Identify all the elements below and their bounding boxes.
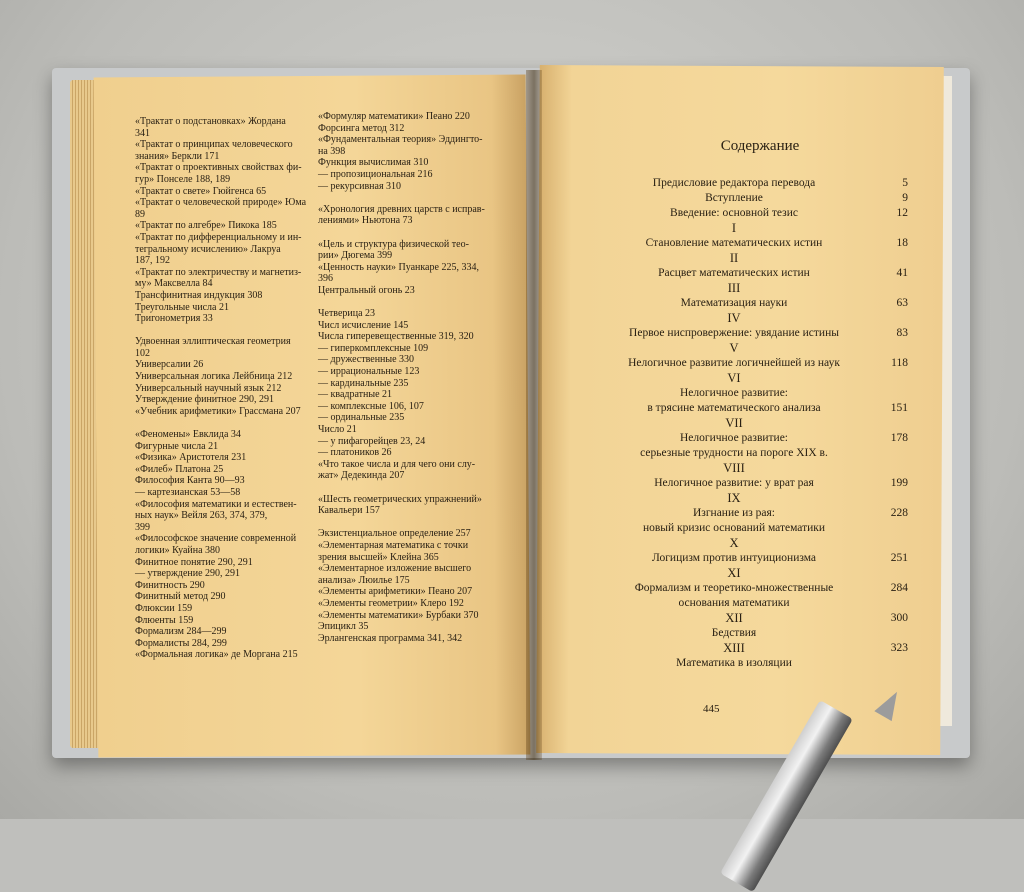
index-entry: Кавальери 157 bbox=[318, 505, 380, 517]
toc-entry bbox=[588, 657, 908, 670]
index-entry: Философия Канта 90—93 bbox=[135, 475, 245, 487]
index-gap bbox=[318, 297, 498, 309]
index-entry: «Феномены» Евклида 34 bbox=[135, 429, 241, 441]
toc-entry-text: основания математики bbox=[678, 597, 790, 609]
index-entry: Финитность 290 bbox=[135, 579, 205, 591]
toc-entry-text: новый кризис оснований математики bbox=[642, 522, 826, 534]
toc-entry-page: 63 bbox=[896, 297, 908, 309]
index-entry: Эпицикл 35 bbox=[318, 621, 369, 633]
toc-entry bbox=[588, 447, 908, 460]
toc-title: Содержание bbox=[720, 138, 800, 154]
index-entry: «Филеб» Платона 25 bbox=[135, 463, 224, 475]
index-entry: Универсальная логика Лейбница 212 bbox=[135, 371, 293, 383]
index-entry: «Элементарное изложение высшего bbox=[318, 563, 472, 575]
toc-entry-text: X bbox=[729, 536, 739, 550]
index-entry: Финитное понятие 290, 291 bbox=[135, 556, 253, 568]
index-gap bbox=[318, 517, 498, 529]
index-entry: «Трактат по дифференциальному и ин- bbox=[135, 231, 302, 243]
toc-chapter-numeral bbox=[588, 492, 908, 505]
toc-entry bbox=[588, 207, 908, 220]
toc-entry-page: 151 bbox=[890, 402, 908, 414]
toc-entry bbox=[588, 582, 908, 595]
toc-entry-text: IV bbox=[727, 311, 741, 325]
toc-entry bbox=[588, 297, 908, 310]
index-entry: логики» Куайна 380 bbox=[135, 544, 221, 556]
toc-entry bbox=[588, 387, 908, 400]
index-entry: лениями» Ньютона 73 bbox=[318, 215, 413, 227]
toc-entry-text: в трясине математического анализа bbox=[647, 402, 821, 414]
index-gap bbox=[135, 325, 315, 337]
index-gap bbox=[318, 482, 498, 494]
index-column-right bbox=[318, 111, 498, 644]
toc-entry-text: V bbox=[729, 341, 739, 355]
index-entry: ных наук» Вейля 263, 374, 379, bbox=[135, 510, 268, 522]
toc-entry bbox=[588, 267, 908, 280]
index-entry: Флюксии 159 bbox=[135, 602, 193, 614]
index-entry: «Хронология древних царств с исправ- bbox=[318, 203, 485, 215]
toc-chapter-numeral bbox=[588, 372, 908, 385]
toc-entry-text: Предисловие редактора перевода bbox=[652, 177, 816, 189]
index-entry: — гиперкомплексные 109 bbox=[318, 342, 429, 354]
index-entry: Флюенты 159 bbox=[135, 614, 194, 626]
toc-entry-page: 12 bbox=[896, 207, 908, 219]
index-entry: Эрлангенская программа 341, 342 bbox=[318, 632, 463, 644]
toc-entry-text: XII bbox=[725, 611, 743, 625]
toc-entry bbox=[588, 192, 908, 205]
index-entry: «Элементы геометрии» Клеро 192 bbox=[318, 597, 464, 609]
book-gutter bbox=[526, 70, 542, 760]
toc-chapter-numeral bbox=[588, 342, 908, 355]
index-entry: — дружественные 330 bbox=[318, 354, 415, 366]
toc-entry-text: II bbox=[729, 251, 739, 265]
toc-entry-text: Нелогичное развитие: bbox=[679, 387, 789, 399]
toc-entry-page: 18 bbox=[896, 237, 908, 249]
index-entry: Четверица 23 bbox=[318, 308, 376, 320]
index-entry: рии» Дюгема 399 bbox=[318, 250, 393, 262]
index-entry: Функция вычислимая 310 bbox=[318, 157, 429, 169]
toc-entry-text: Вступление bbox=[705, 192, 763, 204]
toc-entry bbox=[588, 327, 908, 340]
toc-chapter-numeral bbox=[588, 612, 908, 625]
index-entry: Трансфинитная индукция 308 bbox=[135, 289, 263, 301]
toc-entry-text: Формализм и теоретико-множественные bbox=[634, 582, 834, 594]
index-entry: Форсинга метод 312 bbox=[318, 122, 405, 134]
index-entry: Фигурные числа 21 bbox=[135, 440, 219, 452]
index-entry: 341 bbox=[135, 127, 150, 139]
index-entry: «Трактат о человеческой природе» Юма bbox=[135, 197, 307, 209]
toc-entry-page: 83 bbox=[896, 327, 908, 339]
index-entry: Удвоенная эллиптическая геометрия bbox=[135, 336, 291, 348]
toc-chapter-numeral bbox=[588, 312, 908, 325]
index-entry: «Физика» Аристотеля 231 bbox=[135, 452, 247, 464]
toc-entry bbox=[588, 552, 908, 565]
index-entry: — у пифагорейцев 23, 24 bbox=[318, 435, 426, 447]
index-entry: «Трактат о свете» Гюйгенса 65 bbox=[135, 185, 267, 197]
index-entry: «Цель и структура физической тео- bbox=[318, 238, 469, 250]
toc-entry bbox=[588, 477, 908, 490]
page-number: 445 bbox=[703, 703, 720, 715]
toc-entry-page: 284 bbox=[890, 582, 908, 594]
toc-entry-page: 199 bbox=[890, 477, 908, 489]
toc-entry-text: Математика в изоляции bbox=[676, 657, 792, 669]
toc-entry-page: 9 bbox=[902, 192, 908, 204]
toc-entry-page: 251 bbox=[890, 552, 908, 564]
table-of-contents bbox=[588, 138, 908, 672]
index-entry: 102 bbox=[135, 347, 150, 359]
toc-chapter-numeral bbox=[588, 642, 908, 655]
toc-entry-text: IX bbox=[727, 491, 741, 505]
toc-chapter-numeral bbox=[588, 417, 908, 430]
index-entry: Экзистенциальное определение 257 bbox=[318, 528, 471, 540]
toc-chapter-numeral bbox=[588, 537, 908, 550]
toc-entry bbox=[588, 507, 908, 520]
toc-chapter-numeral bbox=[588, 567, 908, 580]
toc-entry-text: Введение: основной тезис bbox=[670, 207, 798, 219]
index-entry: му» Максвелла 84 bbox=[135, 278, 213, 290]
index-entry: — квадратные 21 bbox=[318, 389, 393, 401]
index-entry: — платоников 26 bbox=[318, 447, 392, 459]
toc-entry-text: Расцвет математических истин bbox=[658, 267, 810, 279]
index-entry: 187, 192 bbox=[135, 255, 170, 267]
index-entry: «Трактат о проективных свойствах фи- bbox=[135, 162, 302, 174]
toc-entry-text: Нелогичное развитие: у врат рая bbox=[654, 477, 814, 489]
index-entry: 89 bbox=[135, 208, 145, 220]
toc-entry-text: Нелогичное развитие: bbox=[679, 432, 789, 444]
index-entry: «Элементы арифметики» Пеано 207 bbox=[318, 586, 473, 598]
index-gap bbox=[318, 227, 498, 239]
index-entry: «Элементы математики» Бурбаки 370 bbox=[318, 609, 479, 621]
index-gap bbox=[135, 417, 315, 429]
toc-entry-text: VIII bbox=[723, 461, 745, 475]
toc-entry-text: Нелогичное развитие логичнейшей из наук bbox=[628, 357, 840, 369]
toc-entry-text: XIII bbox=[723, 641, 745, 655]
toc-entry-text: Логицизм против интуиционизма bbox=[651, 552, 817, 564]
index-entry: «Философия математики и естествен- bbox=[135, 498, 297, 510]
index-entry: Число 21 bbox=[318, 424, 357, 436]
index-entry: «Ценность науки» Пуанкаре 225, 334, bbox=[318, 261, 479, 273]
index-entry: «Что такое числа и для чего они слу- bbox=[318, 458, 476, 470]
index-entry: Числ исчисление 145 bbox=[318, 319, 409, 331]
index-entry: «Шесть геометрических упражнений» bbox=[318, 493, 482, 505]
index-gap bbox=[318, 192, 498, 204]
index-entry: Центральный огонь 23 bbox=[318, 284, 415, 296]
index-entry: «Философское значение современной bbox=[135, 533, 297, 545]
index-entry: Числа гиперевещественные 319, 320 bbox=[318, 331, 474, 343]
index-entry: — кардинальные 235 bbox=[318, 377, 409, 389]
index-entry: «Формуляр математики» Пеано 220 bbox=[318, 111, 470, 122]
toc-entry-text: Математизация науки bbox=[680, 297, 788, 309]
toc-entry-text: Становление математических истин bbox=[645, 237, 823, 249]
toc-entry-page: 41 bbox=[896, 267, 908, 279]
index-entry: — ординальные 235 bbox=[318, 412, 405, 424]
index-entry: Утверждение финитное 290, 291 bbox=[135, 394, 274, 406]
index-entry: — утверждение 290, 291 bbox=[135, 568, 241, 580]
toc-entry-page: 178 bbox=[890, 432, 908, 444]
index-entry: «Фундаментальная теория» Эддингто- bbox=[318, 134, 483, 146]
index-entry: Формалисты 284, 299 bbox=[135, 637, 227, 649]
index-entry: на 398 bbox=[318, 145, 346, 157]
toc-entry-text: VI bbox=[727, 371, 741, 385]
toc-entry-text: Изгнание из рая: bbox=[692, 507, 776, 519]
toc-entry-text: I bbox=[731, 221, 737, 235]
toc-entry-page: 323 bbox=[890, 642, 908, 654]
index-column-left bbox=[135, 116, 315, 661]
toc-entry-page: 228 bbox=[890, 507, 908, 519]
index-entry: «Трактат по алгебре» Пикока 185 bbox=[135, 220, 277, 232]
toc-entry-text: Первое ниспровержение: увядание истины bbox=[629, 327, 839, 339]
toc-entry-page: 300 bbox=[890, 612, 908, 624]
toc-entry-text: серьезные трудности на пороге XIX в. bbox=[640, 447, 828, 459]
toc-entry bbox=[588, 522, 908, 535]
index-entry: Тригонометрия 33 bbox=[135, 313, 213, 325]
index-entry: — картезианская 53—58 bbox=[135, 487, 241, 498]
index-entry: Финитный метод 290 bbox=[135, 591, 226, 603]
index-entry: «Трактат о принципах человеческого bbox=[135, 139, 293, 151]
toc-list bbox=[588, 177, 908, 670]
index-entry: — комплексные 106, 107 bbox=[318, 400, 424, 412]
toc-entry-text: Бедствия bbox=[711, 627, 757, 639]
index-entry: «Элементарная математика с точки bbox=[318, 539, 469, 551]
index-entry: — рекурсивная 310 bbox=[318, 180, 402, 192]
index-entry: зрения высшей» Клейна 365 bbox=[318, 551, 439, 563]
toc-chapter-numeral bbox=[588, 222, 908, 235]
index-entry: — пропозициональная 216 bbox=[318, 168, 433, 180]
toc-entry bbox=[588, 402, 908, 415]
toc-entry-text: III bbox=[727, 281, 741, 295]
index-entry: Формализм 284—299 bbox=[135, 626, 227, 638]
index-entry: гур» Понселе 188, 189 bbox=[135, 173, 231, 185]
toc-chapter-numeral bbox=[588, 252, 908, 265]
index-entry: Треугольные числа 21 bbox=[135, 301, 229, 313]
toc-entry-text: VII bbox=[725, 416, 743, 430]
toc-chapter-numeral bbox=[588, 462, 908, 475]
index-entry: «Трактат о подстановках» Жордана bbox=[135, 116, 286, 127]
toc-entry bbox=[588, 177, 908, 190]
index-entry: тегральному исчислению» Лакруа bbox=[135, 243, 281, 255]
index-entry: жат» Дедекинда 207 bbox=[318, 470, 405, 482]
index-entry: Универсальный научный язык 212 bbox=[135, 382, 282, 394]
toc-entry bbox=[588, 237, 908, 250]
index-entry: — иррациональные 123 bbox=[318, 366, 420, 378]
toc-entry-page: 5 bbox=[902, 177, 908, 189]
toc-entry bbox=[588, 357, 908, 370]
index-entry: Универсалии 26 bbox=[135, 359, 204, 371]
index-entry: «Учебник арифметики» Грассмана 207 bbox=[135, 405, 301, 417]
toc-entry bbox=[588, 627, 908, 640]
toc-entry-page: 118 bbox=[891, 357, 908, 369]
index-entry: «Трактат по электричеству и магнетиз- bbox=[135, 266, 302, 278]
toc-chapter-numeral bbox=[588, 282, 908, 295]
index-entry: 396 bbox=[318, 273, 333, 285]
index-entry: анализа» Люилье 175 bbox=[318, 574, 410, 586]
toc-entry bbox=[588, 597, 908, 610]
index-entry: 399 bbox=[135, 521, 150, 533]
index-entry: знания» Беркли 171 bbox=[135, 150, 220, 162]
toc-entry-text: XI bbox=[727, 566, 741, 580]
toc-entry bbox=[588, 432, 908, 445]
index-entry: «Формальная логика» де Моргана 215 bbox=[135, 649, 298, 661]
